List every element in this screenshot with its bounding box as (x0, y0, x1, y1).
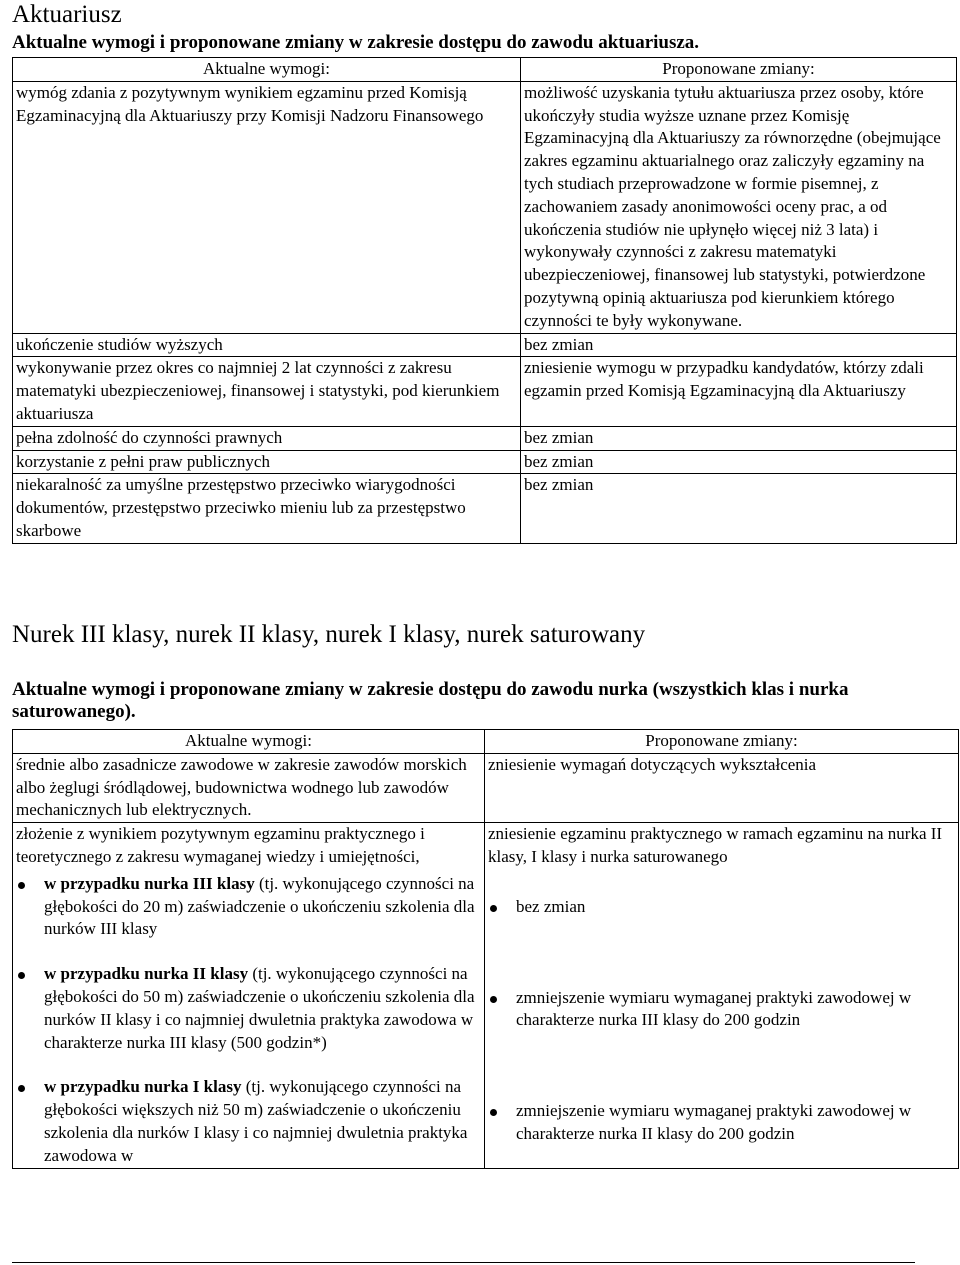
proposed-change-item: zmniejszenie wymiaru wymaganej praktyki zawodowej w charakterze nurka II klasy do 200 godzin (516, 1101, 912, 1143)
bullet-icon (490, 1109, 497, 1116)
column-header-current: Aktualne wymogi: (13, 730, 485, 754)
diver-class-label: w przypadku nurka II klasy (44, 964, 249, 984)
list-item (16, 1076, 481, 1167)
diver-class-requirement: (tj. wykonującego czynności na głębokości do 20 m) zaświadczenie o ukończeniu szkolenia dla nurków III klasy (44, 873, 475, 939)
list-item (488, 896, 955, 919)
proposed-change-exams (485, 823, 959, 1168)
exam-change-intro: zniesienie egzaminu praktycznego w ramach egzaminu na nurka II klasy, I klasy i nurka saturowanego (488, 824, 943, 866)
diver-class-requirement: (tj. wykonującego czynności na głębokości większych niż 50 m) zaświadczenie o ukończeniu szkolenia dla nurków I klasy i co najmniej dwuletnia praktyka zawodowa w (44, 1077, 468, 1165)
table-row (13, 753, 959, 822)
section-subtitle-diver: Aktualne wymogi i proponowane zmiany w zakresie dostępu do zawodu nurka (wszystkich klas i nurka saturowanego). (12, 679, 849, 722)
diver-requirements-table (12, 729, 959, 1169)
list-item (488, 987, 955, 1033)
proposed-change: bez zmian (521, 474, 957, 543)
proposed-change: zniesienie wymogu w przypadku kandydatów, którzy zdali egzamin przed Komisją Egzaminacyjną dla Aktuariuszy (521, 357, 957, 426)
actuary-requirements-table (12, 57, 957, 544)
exam-requirement-intro: złożenie z wynikiem pozytywnym egzaminu praktycznego i teoretycznego z zakresu wymaganej wiedzy i umiejętności, (16, 824, 425, 866)
proposed-change: zniesienie wymagań dotyczących wykształcenia (485, 753, 959, 822)
section-subtitle-actuary: Aktualne wymogi i proponowane zmiany w zakresie dostępu do zawodu aktuariusza. (12, 32, 700, 53)
current-requirement: ukończenie studiów wyższych (13, 333, 521, 357)
bullet-icon (490, 905, 497, 912)
current-requirement-exams (13, 823, 485, 1168)
proposed-change: możliwość uzyskania tytułu aktuariusza przez osoby, które ukończyły studia wyższe uznane przez Komisję Egzaminacyjną dla Aktuariuszy za równorzędne (obejmujące zakres egzaminu aktuarialnego oraz zaliczyły egzaminy na tych studiach przeprowadzone w formie pisemnej, z zachowaniem zasady anonimowości oceny prac, a od ukończenia studiów nie upłynęło więcej niż 3 lata) i wykonywały czynności z zakresu matematyki ubezpieczeniowej, finansowej lub statystyki, potwierdzone pozytywną opinią aktuariusza pod kierunkiem którego czynności te były wykonywane. (521, 81, 957, 333)
bullet-icon (18, 882, 25, 889)
current-requirement: korzystanie z pełni praw publicznych (13, 450, 521, 474)
table-row (13, 357, 957, 426)
proposed-change-item: zmniejszenie wymiaru wymaganej praktyki zawodowej w charakterze nurka III klasy do 200 godzin (516, 987, 912, 1030)
current-requirement: średnie albo zasadnicze zawodowe w zakresie zawodów morskich albo żeglugi śródlądowej, budownictwa wodnego lub zawodów mechanicznych lub elektrycznych. (13, 753, 485, 822)
section-title-diver: Nurek III klasy, nurek II klasy, nurek I klasy, nurek saturowany (12, 621, 646, 648)
section-title-actuary: Aktuariusz (12, 1, 122, 28)
diver-class-requirement: (tj. wykonującego czynności na głębokości do 50 m) zaświadczenie o ukończeniu szkolenia dla nurków II klasy i co najmniej dwuletnia praktyka zawodowa w charakterze nurka III klasy (500 godzin*) (44, 964, 475, 1052)
bullet-icon (18, 1085, 25, 1092)
list-item (488, 1100, 955, 1146)
current-requirement: pełna zdolność do czynności prawnych (13, 426, 521, 450)
table-row (13, 823, 959, 1168)
table-row (13, 426, 957, 450)
list-item (16, 873, 481, 941)
current-requirement: wymóg zdania z pozytywnym wynikiem egzaminu przed Komisją Egzaminacyjną dla Aktuariuszy przy Komisji Nadzoru Finansowego (13, 81, 521, 333)
bullet-icon (18, 972, 25, 979)
diver-class-label: w przypadku nurka III klasy (44, 873, 255, 893)
list-item (16, 963, 481, 1054)
table-header-row (13, 58, 957, 82)
bullet-icon (490, 996, 497, 1003)
table-row (13, 81, 957, 333)
current-requirement: wykonywanie przez okres co najmniej 2 lat czynności z zakresu matematyki ubezpieczeniowej, finansowej i statystyki, pod kierunkiem aktuariusza (13, 357, 521, 426)
column-header-proposed: Proponowane zmiany: (662, 59, 815, 78)
proposed-change-item: bez zmian (516, 896, 586, 916)
proposed-change: bez zmian (521, 450, 957, 474)
table-header-row (13, 730, 959, 754)
table-row (13, 474, 957, 543)
proposed-change: bez zmian (521, 426, 957, 450)
table-row (13, 333, 957, 357)
footnote-separator (12, 1262, 915, 1263)
diver-class-label: w przypadku nurka I klasy (44, 1077, 242, 1097)
proposed-change: bez zmian (521, 333, 957, 357)
table-row (13, 450, 957, 474)
current-requirement: niekaralność za umyślne przestępstwo przeciwko wiarygodności dokumentów, przestępstwo przeciwko mieniu lub za przestępstwo skarbowe (13, 474, 521, 543)
column-header-current: Aktualne wymogi: (13, 58, 521, 82)
column-header-proposed: Proponowane zmiany: (645, 731, 798, 750)
